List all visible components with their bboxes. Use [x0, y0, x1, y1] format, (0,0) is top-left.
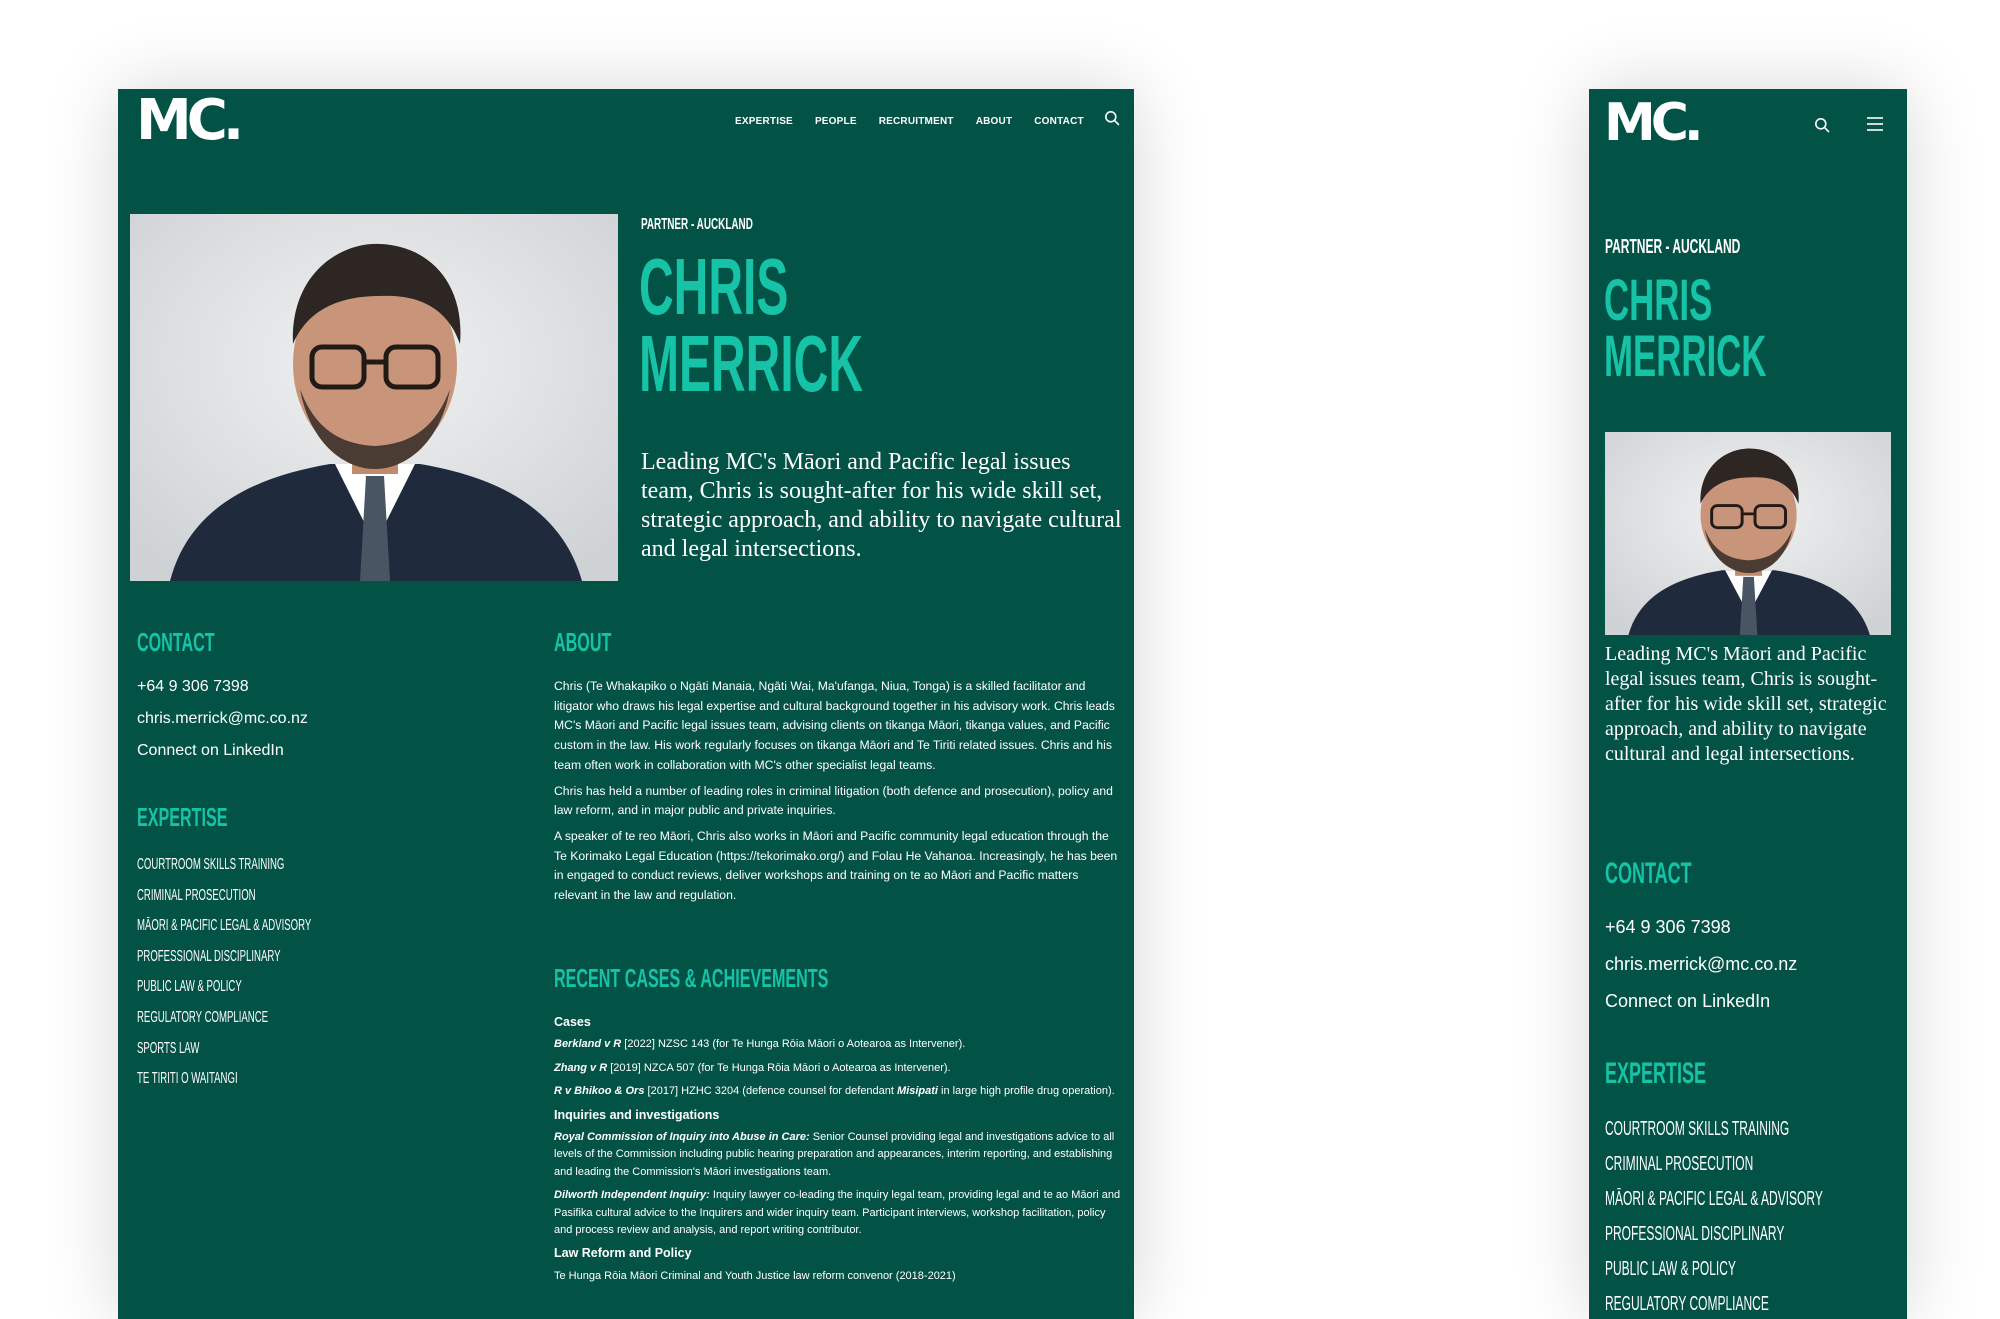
desktop-page — [118, 89, 1134, 1319]
profile-name: CHRIS MERRICK — [1604, 268, 1767, 389]
inquiry-item: Royal Commission of Inquiry into Abuse in Care: Senior Counsel providing legal and investigations advice to all levels of the Commission including public hearing preparation and appearances, interim reporting, and establishing and leading the Commission's Māori investigations team. — [554, 1131, 1115, 1178]
search-icon[interactable] — [1814, 117, 1830, 133]
expertise-item[interactable]: COURTROOM SKILLS TRAINING — [1605, 1118, 1790, 1140]
contact-email[interactable]: chris.merrick@mc.co.nz — [137, 710, 308, 727]
search-icon[interactable] — [1104, 110, 1120, 126]
contact-phone[interactable]: +64 9 306 7398 — [1605, 917, 1731, 937]
expertise-item[interactable]: REGULATORY COMPLIANCE — [1605, 1293, 1769, 1315]
linkedin-link[interactable]: Connect on LinkedIn — [1605, 991, 1771, 1011]
about-paragraph: Chris (Te Whakapiko o Ngāti Manaia, Ngāti Wai, Ma'ufanga, Niua, Tonga) is a skilled facilitator and litigator who draws his legal expertise and cultural background together in his advisory work. Chris leads MC's Māori and Pacific legal issues team, advising clients on tikanga Māori, tikanga values, and Pacific custom in the law. His work regularly focuses on tikanga Māori and Te Tiriti related issues. Chris and his team often work in collaboration with MC's other specialist legal teams. — [554, 679, 1115, 772]
contact-heading: CONTACT — [1605, 857, 1692, 890]
expertise-list — [137, 850, 427, 1095]
expertise-item[interactable]: CRIMINAL PROSECUTION — [137, 886, 256, 904]
expertise-list — [1605, 1112, 1907, 1319]
expertise-item[interactable]: PUBLIC LAW & POLICY — [1605, 1258, 1736, 1280]
inquiries-heading: Inquiries and investigations — [554, 1107, 720, 1122]
expertise-item[interactable]: MĀORI & PACIFIC LEGAL & ADVISORY — [1605, 1188, 1823, 1210]
case-item: R v Bhikoo & Ors [2017] HZHC 3204 (defence counsel for defendant Misipati in large high profile drug operation). — [554, 1085, 1115, 1098]
profile-photo — [1605, 432, 1891, 635]
profile-intro: Leading MC's Māori and Pacific legal issues team, Chris is sought-after for his wide skill set, strategic approach, and ability to navigate cultural and legal intersections. — [641, 449, 1122, 562]
nav-people[interactable]: PEOPLE — [814, 116, 857, 127]
about-paragraph: Chris has held a number of leading roles in criminal litigation (both defence and prosecution), policy and law reform, and in major public and private inquiries. — [554, 783, 1113, 818]
expertise-heading: EXPERTISE — [137, 802, 228, 832]
linkedin-link[interactable]: Connect on LinkedIn — [137, 742, 284, 759]
hamburger-menu-icon[interactable] — [1866, 116, 1884, 132]
about-heading: ABOUT — [554, 627, 612, 657]
inquiry-item: Dilworth Independent Inquiry: Inquiry lawyer co-leading the inquiry legal team, providing legal and te ao Māori and Pasifika cultural advice to the Inquirers and wider inquiry team. Participant interviews, workshop facilitation, policy and process review and analysis, and report writing contributor. — [554, 1189, 1121, 1237]
main-nav — [735, 116, 1084, 127]
profile-name: CHRIS MERRICK — [639, 242, 863, 408]
mc-logo[interactable]: MC. — [136, 89, 240, 153]
expertise-item[interactable]: SPORTS LAW — [137, 1039, 200, 1057]
expertise-heading: EXPERTISE — [1605, 1057, 1707, 1090]
about-paragraph: A speaker of te reo Māori, Chris also works in Māori and Pacific community legal education through the Te Korimako Legal Education (https://tekorimako.org/) and Folau He Vahanoa. Increasingly, he has been in engaged to conduct reviews, deliver workshops and training on te ao Māori and Pacific matters relevant in the law and regulation. — [554, 828, 1118, 903]
mc-logo[interactable]: MC. — [1604, 93, 1699, 153]
recent-heading: RECENT CASES & ACHIEVEMENTS — [554, 963, 829, 993]
expertise-item[interactable]: PROFESSIONAL DISCIPLINARY — [1605, 1223, 1785, 1245]
expertise-item[interactable]: PROFESSIONAL DISCIPLINARY — [137, 947, 281, 965]
case-item: Berkland v R [2022] NZSC 143 (for Te Hunga Rōia Māori o Aotearoa as Intervener). — [554, 1038, 966, 1051]
contact-heading: CONTACT — [137, 627, 215, 657]
contact-phone[interactable]: +64 9 306 7398 — [137, 678, 249, 695]
mobile-page — [1589, 89, 1907, 1319]
nav-recruitment[interactable]: RECRUITMENT — [878, 116, 954, 127]
profile-photo — [130, 214, 618, 581]
nav-contact[interactable]: CONTACT — [1034, 116, 1084, 127]
profile-intro: Leading MC's Māori and Pacific legal issues team, Chris is sought-after for his wide skill set, strategic approach, and ability to navigate cultural and legal intersections. — [1605, 643, 1887, 765]
expertise-item[interactable]: CRIMINAL PROSECUTION — [1605, 1153, 1754, 1175]
expertise-item[interactable]: PUBLIC LAW & POLICY — [137, 978, 242, 996]
recent-body — [554, 1014, 1126, 1285]
role-label: PARTNER - AUCKLAND — [641, 216, 753, 233]
expertise-item[interactable]: REGULATORY COMPLIANCE — [137, 1008, 269, 1026]
contact-email[interactable]: chris.merrick@mc.co.nz — [1605, 954, 1798, 974]
law-reform-item: Te Hunga Rōia Māori Criminal and Youth Justice law reform convenor (2018-2021) — [554, 1269, 956, 1282]
expertise-item[interactable]: COURTROOM SKILLS TRAINING — [137, 856, 285, 873]
nav-about[interactable]: ABOUT — [975, 116, 1013, 127]
nav-expertise[interactable]: EXPERTISE — [735, 116, 793, 127]
law-reform-heading: Law Reform and Policy — [554, 1246, 692, 1261]
case-item: Zhang v R [2019] NZCA 507 (for Te Hunga Rōia Māori o Aotearoa as Intervener). — [554, 1061, 951, 1074]
cases-heading: Cases — [554, 1015, 591, 1029]
expertise-item[interactable]: MĀORI & PACIFIC LEGAL & ADVISORY — [137, 917, 312, 935]
role-label: PARTNER - AUCKLAND — [1605, 236, 1741, 258]
about-body — [554, 677, 1124, 906]
expertise-item[interactable]: TE TIRITI O WAITANGI — [137, 1070, 238, 1088]
